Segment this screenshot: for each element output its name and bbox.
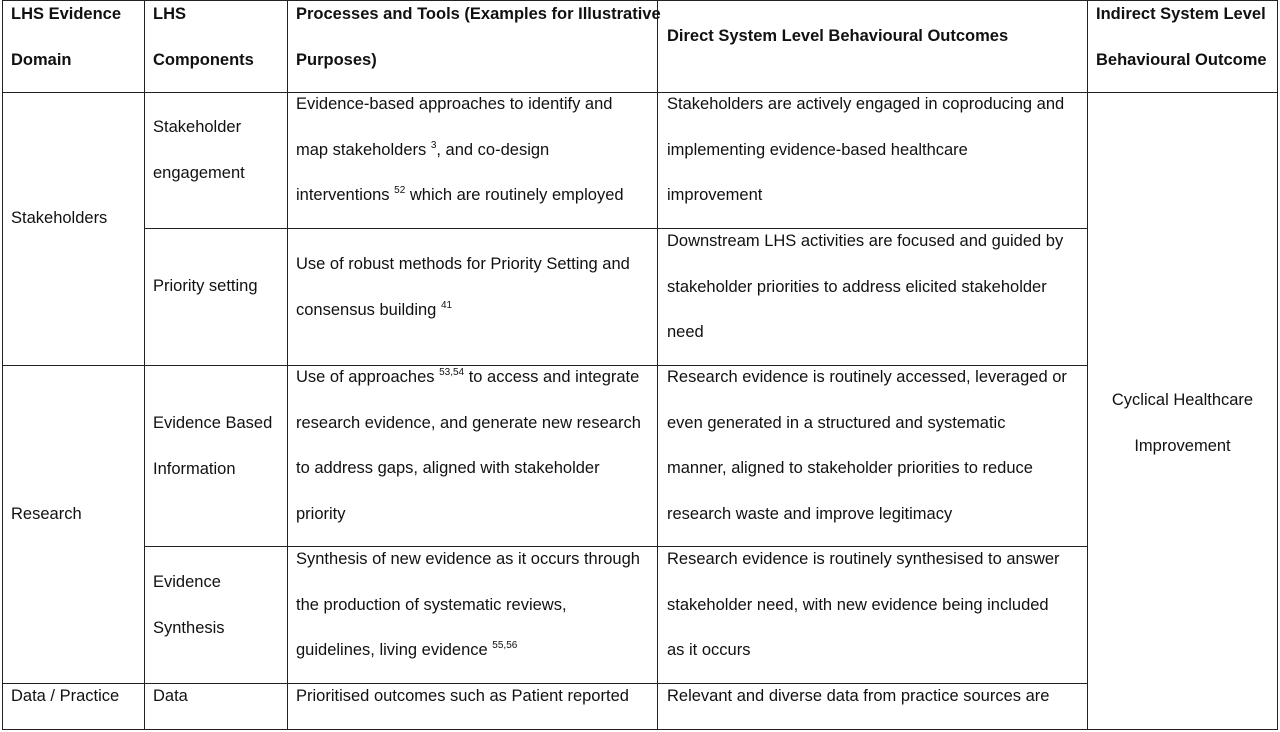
header-direct-outcomes: Direct System Level Behavioural Outcomes <box>667 27 1009 45</box>
process-priority-setting: Use of robust methods for Priority Setting and consensus building $^{41}$ <box>296 255 630 319</box>
header-lhs-evidence-domain: LHS Evidence Domain <box>11 5 122 69</box>
outcome-data: Relevant and diverse data from practice sources are <box>667 687 1050 705</box>
domain-research: Research <box>11 505 82 523</box>
component-priority-setting: Priority setting <box>153 277 258 295</box>
citation-superscript: 55,56 <box>492 640 518 651</box>
component-evidence-synthesis: Evidence Synthesis <box>153 573 225 637</box>
process-evidence-synthesis: Synthesis of new evidence as it occurs through the production of systematic reviews, guidelines, living evidence $^{55,56}$ <box>296 550 640 659</box>
indirect-outcome: Cyclical Healthcare Improvement <box>1111 391 1254 455</box>
component-data: Data <box>153 687 188 705</box>
process-data: Prioritised outcomes such as Patient reported <box>296 687 629 705</box>
domain-data-practice: Data / Practice <box>11 687 120 705</box>
component-evidence-based-information: Evidence Based Information <box>153 414 273 478</box>
table-border-right <box>1277 0 1278 730</box>
citation-superscript: 41 <box>440 299 453 311</box>
component-stakeholder-engagement: Stakeholder engagement <box>153 118 245 182</box>
outcome-stakeholder-engagement: Stakeholders are actively engaged in coproducing and implementing evidence-based healthcare improvement <box>667 95 1065 204</box>
header-indirect-outcome: Indirect System Level Behavioural Outcome <box>1096 5 1267 69</box>
column-divider <box>657 0 658 730</box>
domain-stakeholders: Stakeholders <box>11 209 108 227</box>
header-lhs-components: LHS Components <box>153 5 254 69</box>
citation-superscript: 53,54 <box>439 367 465 378</box>
outcome-priority-setting: Downstream LHS activities are focused and guided by stakeholder priorities to address elicited stakeholder need <box>667 232 1064 341</box>
outcome-evidence-based-information: Research evidence is routinely accessed, leveraged or even generated in a structured and systematic manner, aligned to stakeholder priorities to reduce research waste and improve legitimacy <box>667 368 1067 523</box>
column-divider <box>144 0 145 730</box>
process-stakeholder-engagement: Evidence-based approaches to identify and map stakeholders $^3$, and co-design interventions $^{52}$ which are routinely employed <box>296 95 624 204</box>
column-divider <box>287 0 288 730</box>
column-divider <box>1087 0 1088 730</box>
header-processes-tools: Processes and Tools (Examples for Illustrative Purposes) <box>296 5 661 69</box>
table-border-left <box>2 0 3 730</box>
outcome-evidence-synthesis: Research evidence is routinely synthesised to answer stakeholder need, with new evidence being included as it occurs <box>667 550 1060 659</box>
citation-superscript: 52 <box>394 185 406 196</box>
citation-superscript: 3 <box>430 139 437 151</box>
process-evidence-based-information: Use of approaches $^{53,54}$ to access and integrate research evidence, and generate new research to address gaps, aligned with stakeholder priority <box>296 367 641 523</box>
